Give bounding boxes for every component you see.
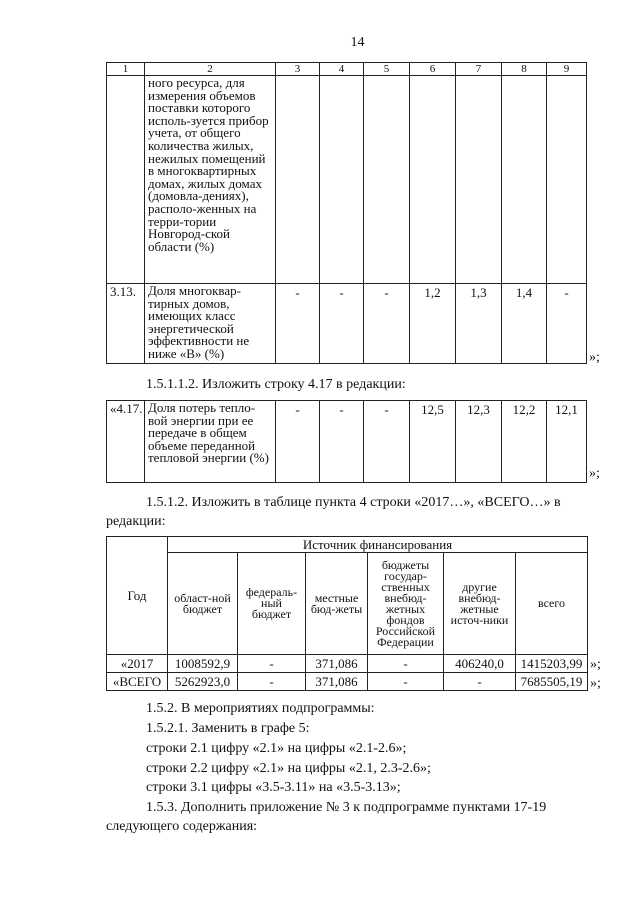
row-year: «ВСЕГО (107, 673, 168, 691)
col-header-other: другие внебюд-жетные источ-ники (444, 553, 516, 655)
cell-value: - (364, 284, 410, 364)
col-number: 7 (456, 63, 502, 76)
col-header-state-funds: бюджеты государ-ственных внебюд-жетных фондов Российской Федерации (368, 553, 444, 655)
cell-value: - (238, 673, 306, 691)
cell-value: 12,5 (410, 401, 456, 483)
col-number: 2 (145, 63, 276, 76)
cell-value: 371,086 (306, 655, 368, 673)
row-number: 3.13. (107, 284, 145, 364)
paragraph: 1.5.1.2. Изложить в таблице пункта 4 строки «2017…», «ВСЕГО…» в (146, 495, 561, 510)
cell-value: 1,2 (410, 284, 456, 364)
row-417-table (106, 400, 587, 483)
col-header-local: местные бюд-жеты (306, 553, 368, 655)
page-number: 14 (350, 35, 365, 50)
cell-value: 12,2 (502, 401, 547, 483)
cell-value: 1008592,9 (168, 655, 238, 673)
cell-value: - (364, 401, 410, 483)
paragraph: строки 2.2 цифру «2.1» на цифры «2.1, 2.3-2.6»; (146, 761, 431, 776)
cell-value: 12,3 (456, 401, 502, 483)
cell-value: - (276, 401, 320, 483)
cell-value: 1,4 (502, 284, 547, 364)
source-header: Источник финансирования (168, 537, 588, 553)
col-header-regional: област-ной бюджет (168, 553, 238, 655)
cell-value: 371,086 (306, 673, 368, 691)
cell-value: - (368, 655, 444, 673)
closing-quote: »; (589, 466, 600, 481)
col-header-total: всего (516, 553, 588, 655)
col-number: 1 (107, 63, 145, 76)
table-row (107, 673, 588, 691)
paragraph: 1.5.1.1.2. Изложить строку 4.17 в редакции: (146, 377, 406, 392)
cell-value: 5262923,0 (168, 673, 238, 691)
col-number: 5 (364, 63, 410, 76)
paragraph: строки 3.1 цифры «3.5-3.11» на «3.5-3.13»; (146, 780, 401, 795)
table-row (107, 76, 587, 284)
cell-value: 12,1 (547, 401, 587, 483)
col-number: 3 (276, 63, 320, 76)
cell-value: - (444, 673, 516, 691)
cell-value: 406240,0 (444, 655, 516, 673)
column-numbers-row (107, 63, 587, 76)
cell-value: - (238, 655, 306, 673)
col-number: 8 (502, 63, 547, 76)
paragraph: 1.5.3. Дополнить приложение № 3 к подпрограмме пунктами 17-19 (146, 800, 547, 815)
row-name: Доля многоквар-тирных домов, имеющих класс энергетической эффективности не ниже «В» (%) (145, 284, 276, 364)
row-number: «4.17. (107, 401, 145, 483)
table-row (107, 284, 587, 364)
paragraph: строки 2.1 цифру «2.1» на цифры «2.1-2.6»; (146, 741, 407, 756)
col-number: 4 (320, 63, 364, 76)
financing-table (106, 536, 588, 691)
cell-value: - (547, 284, 587, 364)
closing-quote: »; (590, 676, 601, 691)
col-header-federal: федераль-ный бюджет (238, 553, 306, 655)
row-year: «2017 (107, 655, 168, 673)
cell-value: - (320, 401, 364, 483)
closing-quote: »; (589, 350, 600, 365)
table-row (107, 401, 587, 483)
cell-value: 7685505,19 (516, 673, 588, 691)
cell-value: - (320, 284, 364, 364)
table-row (107, 655, 588, 673)
indicators-table-continued (106, 62, 587, 364)
cell-value: - (368, 673, 444, 691)
paragraph: следующего содержания: (106, 819, 258, 834)
paragraph: редакции: (106, 514, 166, 529)
closing-quote: »; (590, 657, 601, 672)
row-name: Доля потерь тепло-вой энергии при ее передаче в общем объеме переданной тепловой энергии (%) (145, 401, 276, 483)
paragraph: 1.5.2.1. Заменить в графе 5: (146, 721, 310, 736)
col-number: 9 (547, 63, 587, 76)
cell-value: 1415203,99 (516, 655, 588, 673)
row-name-continued: ного ресурса, для измерения объемов поставки которого исполь-зуется прибор учета, от общего количества жилых, нежилых помещений в многоквартирных домах, жилых домах (домовла-дениях), располо-женных на терри-тории Новгород-ской области (%) (145, 76, 276, 284)
cell-value: - (276, 284, 320, 364)
paragraph: 1.5.2. В мероприятиях подпрограммы: (146, 701, 375, 716)
year-header: Год (107, 537, 168, 655)
col-number: 6 (410, 63, 456, 76)
cell-value: 1,3 (456, 284, 502, 364)
